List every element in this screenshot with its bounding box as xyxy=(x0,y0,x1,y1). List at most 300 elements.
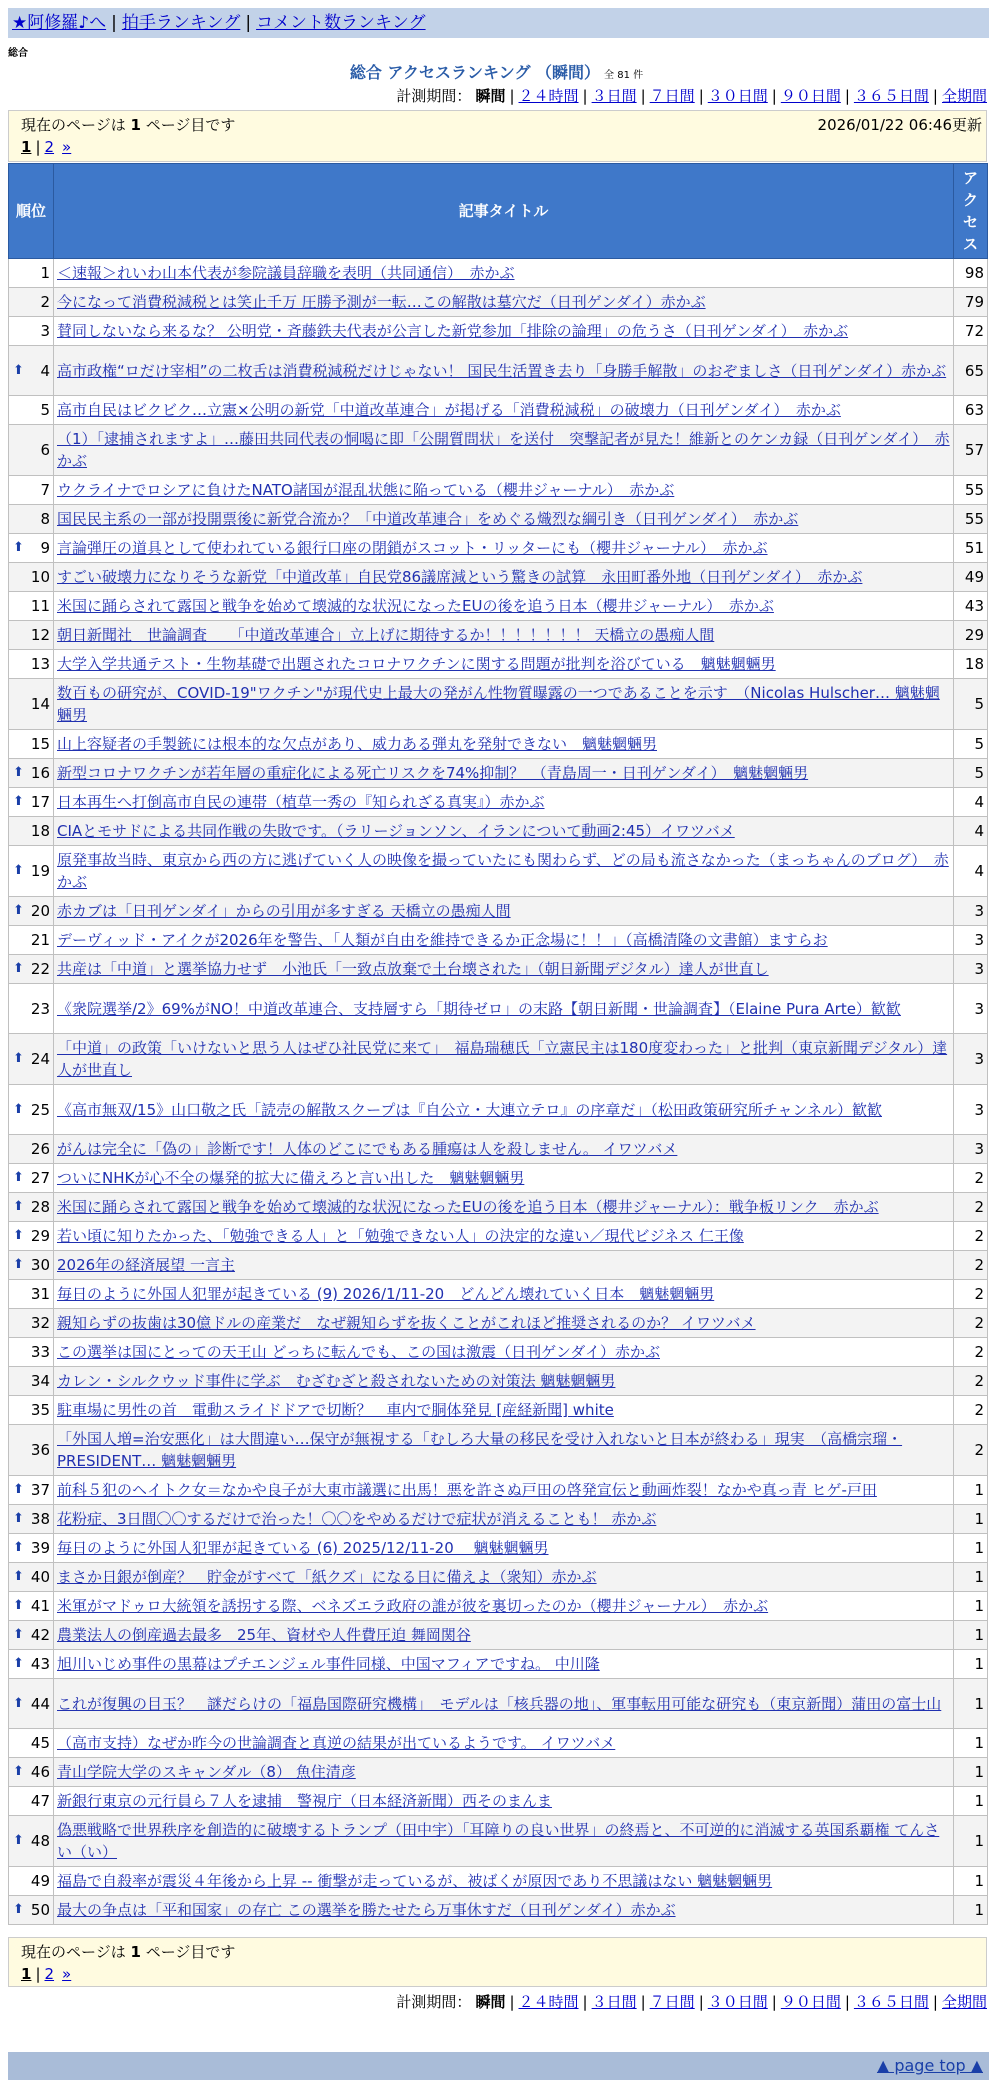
up-arrow-icon: ⬆ xyxy=(13,1598,24,1613)
title-cell xyxy=(54,1592,954,1621)
table-row xyxy=(9,476,988,505)
period-link-365d[interactable]: ３６５日間 xyxy=(853,87,929,105)
table-row xyxy=(9,926,988,955)
table-row xyxy=(9,679,988,730)
rank-number: 32 xyxy=(30,1314,50,1332)
rank-number: 24 xyxy=(30,1050,50,1068)
access-count: 1 xyxy=(954,1729,988,1758)
period-current: 瞬間 xyxy=(475,87,506,105)
updated-time: 2026/01/22 06:46更新 xyxy=(817,116,982,134)
title-cell xyxy=(54,759,954,788)
article-link[interactable]: （高市支持）なぜか昨今の世論調査と真逆の結果が出ているようです。 イワツバメ xyxy=(57,1734,616,1752)
title-header: 記事タイトル xyxy=(54,164,954,259)
top-nav xyxy=(8,8,989,38)
title-cell xyxy=(54,505,954,534)
period-link-all[interactable]: 全期間 xyxy=(941,87,987,105)
access-count: 2 xyxy=(954,1280,988,1309)
rank-cell xyxy=(9,984,54,1034)
table-row xyxy=(9,846,988,897)
rank-cell xyxy=(9,1338,54,1367)
access-count: 57 xyxy=(954,425,988,476)
article-link[interactable]: 《衆院選挙/2》69%がNO！中道改革連合、支持層すら「期待ゼロ」の末路【朝日新聞・世論調査】（Elaine Pura Arte）歓歓 xyxy=(57,999,901,1018)
access-count: 55 xyxy=(954,476,988,505)
access-count: 2 xyxy=(954,1222,988,1251)
article-link[interactable]: 花粉症、3日間〇〇するだけで治った！〇〇をやめるだけで症状が消えることも！ 赤かぶ xyxy=(57,1510,657,1528)
table-row xyxy=(9,650,988,679)
title-cell xyxy=(54,1193,954,1222)
period-link-7d[interactable]: ７日間 xyxy=(649,87,695,105)
nav-link-clap-ranking[interactable]: 拍手ランキング xyxy=(121,13,241,33)
title-cell xyxy=(54,1396,954,1425)
rank-cell xyxy=(9,1476,54,1505)
rank-cell xyxy=(9,1251,54,1280)
access-count: 3 xyxy=(954,984,988,1034)
rank-cell xyxy=(9,1534,54,1563)
rank-number: 17 xyxy=(30,793,50,811)
rank-header: 順位 xyxy=(9,164,54,259)
rank-cell xyxy=(9,346,54,396)
rank-cell xyxy=(9,1729,54,1758)
up-arrow-icon: ⬆ xyxy=(13,1257,24,1272)
page-title-row xyxy=(0,60,993,83)
title-cell xyxy=(54,621,954,650)
nav-link-comment-ranking[interactable]: コメント数ランキング xyxy=(256,13,426,33)
title-cell xyxy=(54,1816,954,1867)
access-count: 1 xyxy=(954,1787,988,1816)
period-link-7d[interactable]: ７日間 xyxy=(649,1993,695,2011)
access-count: 3 xyxy=(954,1135,988,1164)
table-row xyxy=(9,955,988,984)
access-count: 72 xyxy=(954,317,988,346)
article-link[interactable]: 旭川いじめ事件の黒幕はプチエンジェル事件同様、中国マフィアですね。 中川隆 xyxy=(57,1655,600,1673)
table-row xyxy=(9,817,988,846)
table-row xyxy=(9,1280,988,1309)
title-cell xyxy=(54,1729,954,1758)
article-link[interactable]: 農業法人の倒産過去最多 25年、資材や人件費圧迫 舞岡関谷 xyxy=(57,1626,471,1644)
pager-next[interactable]: » xyxy=(62,138,72,156)
title-cell xyxy=(54,926,954,955)
period-label: 計測期間： xyxy=(396,87,472,105)
article-link[interactable]: 「外国人増=治安悪化」は大間違い…保守が無視する「むしろ大量の移民を受け入れないと日本が終わる」現実 （高橋宗瑠・PRESIDENT… 魑魅魍魎男 xyxy=(57,1430,903,1470)
article-link[interactable]: 今になって消費税減税とは笑止千万 圧勝予測が一転…この解散は墓穴だ（日刊ゲンダイ）赤かぶ xyxy=(57,293,706,311)
rank-cell xyxy=(9,505,54,534)
rank-number: 14 xyxy=(30,695,50,713)
rank-cell xyxy=(9,1650,54,1679)
article-link[interactable]: 国民民主系の一部が投開票後に新党合流か？「中道改革連合」をめぐる熾烈な綱引き（日刊ゲンダイ） 赤かぶ xyxy=(57,510,799,528)
access-count: 1 xyxy=(954,1534,988,1563)
period-link-30d[interactable]: ３０日間 xyxy=(707,1993,768,2011)
page-top-link[interactable]: ▲ page top ▲ xyxy=(876,2056,983,2075)
article-link[interactable]: ついにNHKが心不全の爆発的拡大に備えろと言い出した 魑魅魍魎男 xyxy=(57,1169,525,1187)
title-cell xyxy=(54,1280,954,1309)
access-count: 2 xyxy=(954,1396,988,1425)
nav-link-asyura[interactable]: ★阿修羅♪へ xyxy=(12,13,107,33)
rank-number: 19 xyxy=(30,862,50,880)
rank-cell xyxy=(9,592,54,621)
access-count: 1 xyxy=(954,1758,988,1787)
table-row xyxy=(9,288,988,317)
access-count: 5 xyxy=(954,759,988,788)
article-link[interactable]: 米軍がマドゥロ大統領を誘拐する際、ベネズエラ政府の誰が彼を裏切ったのか（櫻井ジャーナル） 赤かぶ xyxy=(57,1597,769,1615)
article-link[interactable]: 数百もの研究が、COVID-19"ワクチン"が現代史上最大の発がん性物質曝露の一つであることを示す （Nicolas Hulscher… 魑魅魍魎男 xyxy=(57,684,940,724)
up-arrow-icon: ⬆ xyxy=(13,1101,24,1117)
period-link-3d[interactable]: ３日間 xyxy=(591,87,637,105)
article-link[interactable]: 高市自民はビクビク…立憲×公明の新党「中道改革連合」が掲げる「消費税減税」の破壊力（日刊ゲンダイ） 赤かぶ xyxy=(57,401,841,419)
rank-cell xyxy=(9,621,54,650)
rank-number: 36 xyxy=(30,1441,50,1459)
access-count: 1 xyxy=(954,1867,988,1896)
rank-cell xyxy=(9,650,54,679)
period-selector-bottom: 計測期間： 瞬間 | ２４時間 | ３日間 | ７日間 | ３０日間 | ９０日間 | ３６５日間 | 全期間 xyxy=(396,1993,987,2011)
table-row xyxy=(9,1309,988,1338)
page-status: 現在のページは 1 ページ目です xyxy=(21,116,236,134)
table-row xyxy=(9,1758,988,1787)
table-row xyxy=(9,1034,988,1085)
rank-cell xyxy=(9,1367,54,1396)
table-row xyxy=(9,396,988,425)
rank-number: 7 xyxy=(40,481,50,499)
article-link[interactable]: CIAとモサドによる共同作戦の失敗です。（ラリージョンソン、イランについて動画2:45）イワツバメ xyxy=(57,822,735,840)
article-link[interactable]: 毎日のように外国人犯罪が起きている (9) 2026/1/11-20 どんどん壊れていく日本 魑魅魍魎男 xyxy=(57,1285,715,1303)
title-cell xyxy=(54,1251,954,1280)
rank-number: 40 xyxy=(30,1568,50,1586)
title-cell xyxy=(54,563,954,592)
rank-number: 33 xyxy=(30,1343,50,1361)
table-row xyxy=(9,1476,988,1505)
access-count: 63 xyxy=(954,396,988,425)
article-link[interactable]: 米国に踊らされて露国と戦争を始めて壊滅的な状況になったEUの後を追う日本（櫻井ジャーナル） 赤かぶ xyxy=(57,597,774,615)
rank-number: 28 xyxy=(30,1198,50,1216)
rank-number: 10 xyxy=(30,568,50,586)
article-link[interactable]: 賛同しないなら来るな？ 公明党・斉藤鉄夫代表が公言した新党参加「排除の論理」の危うさ（日刊ゲンダイ） 赤かぶ xyxy=(57,322,849,340)
table-row xyxy=(9,1729,988,1758)
rank-number: 13 xyxy=(30,655,50,673)
rank-cell xyxy=(9,1896,54,1925)
rank-number: 2 xyxy=(40,293,50,311)
rank-number: 34 xyxy=(30,1372,50,1390)
access-count: 1 xyxy=(954,1563,988,1592)
access-count: 18 xyxy=(954,650,988,679)
period-link-24h[interactable]: ２４時間 xyxy=(518,1993,579,2011)
rank-number: 41 xyxy=(30,1597,50,1615)
access-count: 1 xyxy=(954,1679,988,1729)
article-link[interactable]: （1）「逮捕されますよ」…藤田共同代表の恫喝に即「公開質問状」を送付 突撃記者が見た！維新とのケンカ録（日刊ゲンダイ） 赤かぶ xyxy=(57,430,950,470)
title-cell xyxy=(54,846,954,897)
rank-number: 35 xyxy=(30,1401,50,1419)
article-link[interactable]: 駐車場に男性の首 電動スライドドアで切断？ 車内で胴体発見 [産経新聞] white xyxy=(57,1401,614,1419)
page-info-top xyxy=(8,110,987,162)
rank-cell xyxy=(9,1505,54,1534)
access-count: 3 xyxy=(954,955,988,984)
pager-page-2[interactable]: 2 xyxy=(44,138,55,156)
rank-cell xyxy=(9,1309,54,1338)
access-count: 2 xyxy=(954,1338,988,1367)
table-row xyxy=(9,1085,988,1135)
rank-number: 29 xyxy=(30,1227,50,1245)
access-count: 3 xyxy=(954,1034,988,1085)
title-cell xyxy=(54,1621,954,1650)
table-row xyxy=(9,1251,988,1280)
rank-cell xyxy=(9,955,54,984)
pager-page-2[interactable]: 2 xyxy=(44,1965,55,1983)
rank-cell xyxy=(9,1563,54,1592)
table-row xyxy=(9,259,988,288)
section-label: 総合 xyxy=(8,48,28,59)
access-count: 2 xyxy=(954,1164,988,1193)
rank-number: 1 xyxy=(40,264,50,282)
up-arrow-icon: ⬆ xyxy=(13,1228,24,1243)
table-row xyxy=(9,1338,988,1367)
access-count: 1 xyxy=(954,1505,988,1534)
access-count: 4 xyxy=(954,846,988,897)
table-row xyxy=(9,1650,988,1679)
table-row xyxy=(9,1534,988,1563)
title-cell xyxy=(54,534,954,563)
rank-cell xyxy=(9,679,54,730)
period-link-365d[interactable]: ３６５日間 xyxy=(853,1993,929,2011)
rank-cell xyxy=(9,259,54,288)
title-cell xyxy=(54,1867,954,1896)
ranking-table xyxy=(8,163,988,1925)
table-row xyxy=(9,346,988,396)
article-link[interactable]: 若い頃に知りたかった、「勉強できる人」と「勉強できない人」の決定的な違い／現代ビジネス 仁王像 xyxy=(57,1227,744,1245)
rank-cell xyxy=(9,1425,54,1476)
up-arrow-icon: ⬆ xyxy=(13,1170,24,1185)
rank-number: 23 xyxy=(30,999,50,1018)
title-cell xyxy=(54,788,954,817)
title-cell xyxy=(54,1896,954,1925)
title-cell xyxy=(54,1135,954,1164)
rank-number: 3 xyxy=(40,322,50,340)
article-link[interactable]: カレン・シルクウッド事件に学ぶ むざむざと殺されないための対策法 魑魅魍魎男 xyxy=(57,1372,616,1390)
title-cell xyxy=(54,1476,954,1505)
access-count: 65 xyxy=(954,346,988,396)
page-info-bottom xyxy=(8,1937,987,1987)
title-cell xyxy=(54,1787,954,1816)
title-cell xyxy=(54,1425,954,1476)
rank-number: 43 xyxy=(30,1655,50,1673)
article-link[interactable]: デーヴィッド・アイクが2026年を警告、「人類が自由を維持できるか正念場に！！」（高橋清隆の文書館）ますらお xyxy=(57,931,828,949)
table-row xyxy=(9,897,988,926)
up-arrow-icon: ⬆ xyxy=(13,540,24,555)
period-link-all[interactable]: 全期間 xyxy=(941,1993,987,2011)
article-link[interactable]: ウクライナでロシアに負けたNATO諸国が混乱状態に陥っている（櫻井ジャーナル） 赤かぶ xyxy=(57,481,675,499)
article-link[interactable]: がんは完全に「偽の」診断です！人体のどこにでもある腫瘍は人を殺しません。 イワツバメ xyxy=(57,1140,678,1158)
rank-cell xyxy=(9,1085,54,1135)
ranking-body xyxy=(9,259,988,1925)
rank-cell xyxy=(9,1787,54,1816)
nav-separator: | xyxy=(111,13,117,33)
pager-current: 1 xyxy=(21,138,32,156)
article-link[interactable]: 山上容疑者の手製銃には根本的な欠点があり、威力ある弾丸を発射できない 魑魅魍魎男 xyxy=(57,735,658,753)
up-arrow-icon: ⬆ xyxy=(13,1656,24,1671)
up-arrow-icon: ⬆ xyxy=(13,1764,24,1779)
rank-cell xyxy=(9,1135,54,1164)
article-link[interactable]: 「中道」の政策「いけないと思う人はぜひ社民党に来て」 福島瑞穂氏「立憲民主は180度変わった」と批判（東京新聞デジタル）達人が世直し xyxy=(57,1039,948,1079)
footer-bar xyxy=(8,2052,989,2080)
rank-cell xyxy=(9,897,54,926)
rank-number: 18 xyxy=(30,822,50,840)
article-link[interactable]: 最大の争点は「平和国家」の存亡 この選挙を勝たせたら万事休すだ（日刊ゲンダイ）赤かぶ xyxy=(57,1901,676,1919)
table-row xyxy=(9,621,988,650)
access-count: 55 xyxy=(954,505,988,534)
up-arrow-icon: ⬆ xyxy=(13,765,24,780)
rank-cell xyxy=(9,1758,54,1787)
article-link[interactable]: 言論弾圧の道具として使われている銀行口座の閉鎖がスコット・リッターにも（櫻井ジャーナル） 赤かぶ xyxy=(57,539,768,557)
article-link[interactable]: 《高市無双/15》山口敬之氏「読売の解散スクープは『自公立・大連立テロ』の序章だ」（松田政策研究所チャンネル）歓歓 xyxy=(57,1100,882,1119)
pager: 1 | 2 » xyxy=(21,138,72,156)
rank-number: 47 xyxy=(30,1792,50,1810)
rank-number: 39 xyxy=(30,1539,50,1557)
period-link-90d[interactable]: ９０日間 xyxy=(780,1993,841,2011)
rank-number: 46 xyxy=(30,1763,50,1781)
access-count: 79 xyxy=(954,288,988,317)
access-count: 1 xyxy=(954,1650,988,1679)
article-link[interactable]: 偽悪戦略で世界秩序を創造的に破壊するトランプ（田中宇）「耳障りの良い世界」の終焉と、不可逆的に消滅する英国系覇権 てんさい（い） xyxy=(57,1821,940,1861)
table-row xyxy=(9,1193,988,1222)
title-cell xyxy=(54,817,954,846)
table-row xyxy=(9,317,988,346)
table-row xyxy=(9,592,988,621)
access-header: アクセス xyxy=(954,164,988,259)
title-cell xyxy=(54,1505,954,1534)
access-count: 43 xyxy=(954,592,988,621)
access-count: 1 xyxy=(954,1621,988,1650)
title-cell xyxy=(54,897,954,926)
title-cell xyxy=(54,317,954,346)
rank-number: 12 xyxy=(30,626,50,644)
article-link[interactable]: 2026年の経済展望 一言主 xyxy=(57,1256,235,1274)
rank-cell xyxy=(9,1222,54,1251)
article-link[interactable]: 新型コロナワクチンが若年層の重症化による死亡リスクを74%抑制？ （青島周一・日刊ゲンダイ） 魑魅魍魎男 xyxy=(57,764,809,782)
access-count: 2 xyxy=(954,1193,988,1222)
up-arrow-icon: ⬆ xyxy=(13,1199,24,1214)
access-count: 29 xyxy=(954,621,988,650)
title-cell xyxy=(54,984,954,1034)
table-row xyxy=(9,1679,988,1729)
article-link[interactable]: これが復興の目玉？ 謎だらけの「福島国際研究機構」 モデルは「核兵器の地」、軍事転用可能な研究も（東京新聞）蒲田の富士山 xyxy=(57,1694,942,1713)
rank-number: 38 xyxy=(30,1510,50,1528)
rank-number: 11 xyxy=(30,597,50,615)
access-count: 4 xyxy=(954,788,988,817)
title-cell xyxy=(54,650,954,679)
rank-number: 15 xyxy=(30,735,50,753)
article-link[interactable]: 米国に踊らされて露国と戦争を始めて壊滅的な状況になったEUの後を追う日本（櫻井ジャーナル）：戦争板リンク 赤かぶ xyxy=(57,1198,879,1216)
page-status: 現在のページは 1 ページ目です xyxy=(21,1943,236,1961)
article-link[interactable]: ＜速報＞れいわ山本代表が参院議員辞職を表明（共同通信） 赤かぶ xyxy=(57,264,515,282)
rank-cell xyxy=(9,759,54,788)
article-link[interactable]: まさか日銀が倒産？ 貯金がすべて「紙クズ」になる日に備えよ（衆知）赤かぶ xyxy=(57,1568,597,1586)
rank-number: 45 xyxy=(30,1734,50,1752)
title-cell xyxy=(54,476,954,505)
article-link[interactable]: 福島で自殺率が震災４年後から上昇 -- 衝撃が走っているが、被ばくが原因であり不思議はない 魑魅魍魎男 xyxy=(57,1872,773,1890)
access-count: 4 xyxy=(954,817,988,846)
access-count: 2 xyxy=(954,1367,988,1396)
rank-number: 16 xyxy=(30,764,50,782)
article-link[interactable]: 前科５犯のヘイトク女＝なかや良子が大東市議選に出馬！悪を許さぬ戸田の啓発宣伝と動画炸裂！なかや真っ青 ヒゲ-戸田 xyxy=(57,1481,877,1499)
period-selector-top: 計測期間： 瞬間 | ２４時間 | ３日間 | ７日間 | ３０日間 | ９０日間 | ３６５日間 | 全期間 xyxy=(396,87,987,105)
access-count: 2 xyxy=(954,1251,988,1280)
title-cell xyxy=(54,1534,954,1563)
rank-number: 21 xyxy=(30,931,50,949)
rank-cell xyxy=(9,288,54,317)
pager-current: 1 xyxy=(21,1965,32,1983)
rank-cell xyxy=(9,563,54,592)
up-arrow-icon: ⬆ xyxy=(13,1540,24,1555)
article-link[interactable]: 日本再生へ打倒高市自民の連帯（植草一秀の『知られざる真実』）赤かぶ xyxy=(57,793,545,811)
access-count: 3 xyxy=(954,1085,988,1135)
access-count: 1 xyxy=(954,1592,988,1621)
access-count: 5 xyxy=(954,730,988,759)
rank-number: 31 xyxy=(30,1285,50,1303)
access-count: 3 xyxy=(954,926,988,955)
title-cell xyxy=(54,1222,954,1251)
article-link[interactable]: 原発事故当時、東京から西の方に逃げていく人の映像を撮っていたにも関わらず、どの局も流さなかった（まっちゃんのブログ） 赤かぶ xyxy=(57,851,949,891)
up-arrow-icon: ⬆ xyxy=(13,794,24,809)
nav-separator: | xyxy=(245,13,252,33)
rank-cell xyxy=(9,926,54,955)
table-row xyxy=(9,1367,988,1396)
article-link[interactable]: 親知らずの抜歯は30億ドルの産業だ なぜ親知らずを抜くことがこれほど推奨されるのか？ イワツバメ xyxy=(57,1314,756,1332)
rank-cell xyxy=(9,1396,54,1425)
table-row xyxy=(9,759,988,788)
up-arrow-icon: ⬆ xyxy=(13,362,24,378)
period-current: 瞬間 xyxy=(475,1993,506,2011)
page-title: 総合 アクセスランキング （瞬間） xyxy=(349,63,601,82)
table-row xyxy=(9,1867,988,1896)
title-cell xyxy=(54,1309,954,1338)
period-link-3d[interactable]: ３日間 xyxy=(591,1993,637,2011)
rank-number: 44 xyxy=(30,1694,50,1713)
article-link[interactable]: 青山学院大学のスキャンダル（8） 魚住清彦 xyxy=(57,1763,356,1781)
article-link[interactable]: 朝日新聞社 世論調査 「中道改革連合」立上げに期待するか！！！！！！！ 天橋立の愚痴人間 xyxy=(57,626,715,644)
article-link[interactable]: この選挙は国にとっての天王山 どっちに転んでも、この国は激震（日刊ゲンダイ）赤かぶ xyxy=(57,1343,660,1361)
table-row xyxy=(9,1222,988,1251)
up-arrow-icon: ⬆ xyxy=(13,961,24,976)
rank-cell xyxy=(9,817,54,846)
period-link-30d[interactable]: ３０日間 xyxy=(707,87,768,105)
period-link-90d[interactable]: ９０日間 xyxy=(780,87,841,105)
access-count: 5 xyxy=(954,679,988,730)
up-arrow-icon: ⬆ xyxy=(13,1051,24,1066)
rank-cell xyxy=(9,1164,54,1193)
article-link[interactable]: すごい破壊力になりそうな新党「中道改革」自民党86議席減という驚きの試算 永田町番外地（日刊ゲンダイ） 赤かぶ xyxy=(57,568,863,586)
table-row xyxy=(9,730,988,759)
table-row xyxy=(9,1425,988,1476)
up-arrow-icon: ⬆ xyxy=(13,863,24,878)
table-row xyxy=(9,788,988,817)
rank-cell xyxy=(9,1679,54,1729)
title-cell xyxy=(54,288,954,317)
rank-cell xyxy=(9,1034,54,1085)
pager-next[interactable]: » xyxy=(62,1965,72,1983)
access-count: 98 xyxy=(954,259,988,288)
rank-cell xyxy=(9,1621,54,1650)
rank-number: 8 xyxy=(40,510,50,528)
rank-number: 5 xyxy=(40,401,50,419)
table-row xyxy=(9,984,988,1034)
article-link[interactable]: 毎日のように外国人犯罪が起きている (6) 2025/12/11-20 魑魅魍魎男 xyxy=(57,1539,549,1557)
article-link[interactable]: 共産は「中道」と選挙協力せず 小池氏「一致点放棄で土台壊された」（朝日新聞デジタル）達人が世直し xyxy=(57,960,769,978)
period-link-24h[interactable]: ２４時間 xyxy=(518,87,579,105)
title-cell xyxy=(54,1367,954,1396)
rank-cell xyxy=(9,317,54,346)
table-row xyxy=(9,1505,988,1534)
article-link[interactable]: 新銀行東京の元行員ら７人を逮捕 警視庁（日本経済新聞）西そのまんま xyxy=(57,1792,553,1810)
article-link[interactable]: 赤カブは「日刊ゲンダイ」からの引用が多すぎる 天橋立の愚痴人間 xyxy=(57,902,511,920)
article-link[interactable]: 大学入学共通テスト・生物基礎で出題されたコロナワクチンに関する問題が批判を浴びている 魑魅魍魎男 xyxy=(57,655,776,673)
article-link[interactable]: 高市政権“ロだけ宰相”の二枚舌は消費税減税だけじゃない！ 国民生活置き去り「身勝手解散」のおぞましさ（日刊ゲンダイ）赤かぶ xyxy=(57,361,947,380)
